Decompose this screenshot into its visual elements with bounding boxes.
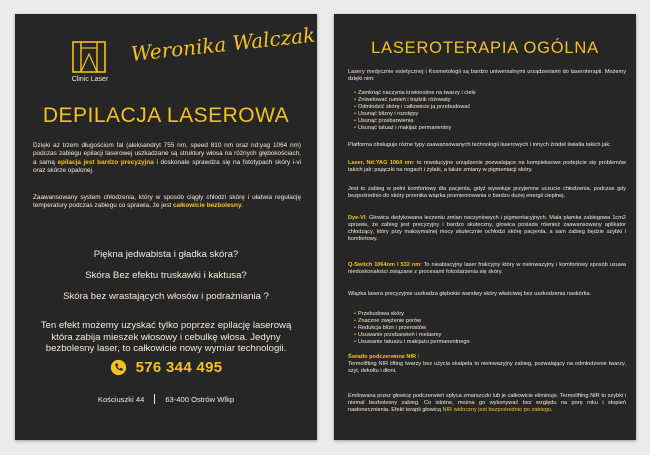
summary-text: Ten efekt możemy uzyskać tylko poprzez epilację laserową która zabija mieszek włosowy i cebulkę włosa. Jedyny bezbolesny laser, to całkowicie nowy wymiar technologii. — [40, 320, 292, 355]
clinic-logo-icon — [71, 40, 107, 74]
nir-paragraph: Światło podczerwone NIR : Termolifting NIR lifting twarzy bez użycia skalpela to nieinwazyjny zabieg, pozwalający na odmłodzenie twarzy, szyi, dekoltu i dłoni. — [348, 354, 626, 374]
intro-paragraph: Lasery medycznie estetycznej i Kosmetologii są bardzo uniwersalnymi urządzeniami do laseroterapii. Możemy dzięki nim: — [348, 69, 626, 82]
flyer-laseroterapia — [334, 14, 636, 440]
address — [15, 394, 317, 404]
signature: Weronika Walczak — [129, 22, 317, 66]
platform-paragraph: Platforma obsługuje różne typy zaawansowanych technologii laserowych i innych źródeł światła takich jak: — [348, 142, 611, 148]
list-item: • Usunąć przebarwienia — [354, 118, 614, 125]
list-item: • Przebudowa skóry — [354, 311, 614, 318]
list-item: • Usunąć tatuaż i makijaż permanentny — [354, 125, 614, 132]
list-item: • Usuwanie przebarwień i melasmy — [354, 332, 614, 339]
phone-row[interactable] — [15, 359, 317, 376]
qswitch-paragraph: Q-Switch 1064nm I 532 nm: To nieablacyjny laser frakcyjny który w nieinwazyjny i komfortowy sposób usuwa niedoskonałości związane z procesami fotostarzenia się skóry. — [348, 262, 626, 275]
phone-number: 576 344 495 — [135, 359, 223, 376]
list-item: • Odmłodzić skórę i całkowicie ją przebudować — [354, 104, 614, 111]
page-title: LASEROTERAPIA OGÓLNA — [371, 39, 599, 57]
address-divider — [154, 394, 155, 404]
cooling-paragraph: Zaawansowany system chłodzenia, który w sposób ciągły chłodzi skórę i ułatwia regulację temperatury podczas zabiegu co sprawia, że jest całkowicie bezbolesny. — [33, 194, 301, 210]
list-item: • Redukcja blizn i przerostów — [354, 325, 614, 332]
treatments-list — [354, 90, 614, 131]
list-item: • Usuwanie tatuażu i makijażu permanentnego — [354, 339, 614, 346]
question-2: Skóra Bez efektu truskawki i kaktusa? — [85, 270, 247, 281]
cooling-paragraph: Jest to zabieg w pełni komfortowy dla pacjenta, gdyż wywołuje przyjemne uczucie chłodzenia, podczas gdy bezpośrednio do skóry przenika wiązka promieniowania o bardzo dużej energii cieplnej. — [348, 186, 626, 199]
intro-paragraph: Dzięki az trzem długościom fal (aleksandryt 755 nm, speed 810 nm oraz nd:yag 1064 nm) podczas zabiegu epilacji laserowej uszkadzane są struktury włosa na różnych głębokościach, a samą epilacja jest bardzo precyzyjna i doskonale sprawdza się na fototypach skóry i-vi oraz skórze opalonej. — [33, 142, 301, 174]
address-street: Kościuszki 44 — [97, 394, 145, 404]
list-item: • Zamknąć naczynia krwionośne na twarzy i ciele — [354, 90, 614, 97]
ndyag-paragraph: Laser, Nd:YAG 1064 nm: to rewolucyjne urządzenie pozwalające na kompleksowe podejście się problemów takich jak: pajączki na nogach i żyłaki, a także zmiany w pigmentacji skóry. — [348, 160, 626, 173]
page-title: DEPILACJA LASEROWA — [42, 104, 290, 127]
dyevi-paragraph: Dye-VI: Głowica dedykowana leczeniu zmian naczyniowych i pigmentacyjnych. Mała plamka zabiegowa 1cm2 sprawia, że zabieg jest precyzyjny i bardzo skuteczny, głowica posiada również zaawansowany aplikator chłodzący, który przy maksymalnej mocy skutecznie ochłodzi skórę pacjenta, a sam zabieg będzie szybki i komfortowy. — [348, 215, 626, 242]
list-item: • Usunąć blizny i rozstępy — [354, 111, 614, 118]
effects-list — [354, 311, 614, 346]
address-city: 63-400 Ostrów Wlkp — [165, 394, 235, 404]
question-1: Piękna jedwabista i gładka skóra? — [93, 249, 239, 260]
list-item: • Zniwelować rumień i trądzik różowaty — [354, 97, 614, 104]
phone-icon — [110, 359, 127, 376]
question-3: Skóra bez wrastających włosów i podrażniania ? — [63, 291, 269, 302]
flyer-depilacja — [15, 14, 317, 440]
beam-paragraph: Wiązka lasera precyzyjnie uszkadza głębokie warstwy skóry właściwej bez uszkodzenia naskórka. — [348, 291, 592, 297]
final-paragraph: Emitowana przez głowicę podczerwień spłyca zmarszczki lub je całkowicie eliminuje. Termolifting NIR to szybki i niemal bezbolesny zabieg. Co istotne, można go wykonywać bez względu na porę roku i stopień nasłonecznienia. Efekt terapii głowicą NIR widoczny jest bezpośrednio po zabiegu. — [348, 393, 626, 413]
list-item: • Znaczne zwężenie porów — [354, 318, 614, 325]
logo-caption: Clinic Laser — [71, 76, 109, 83]
